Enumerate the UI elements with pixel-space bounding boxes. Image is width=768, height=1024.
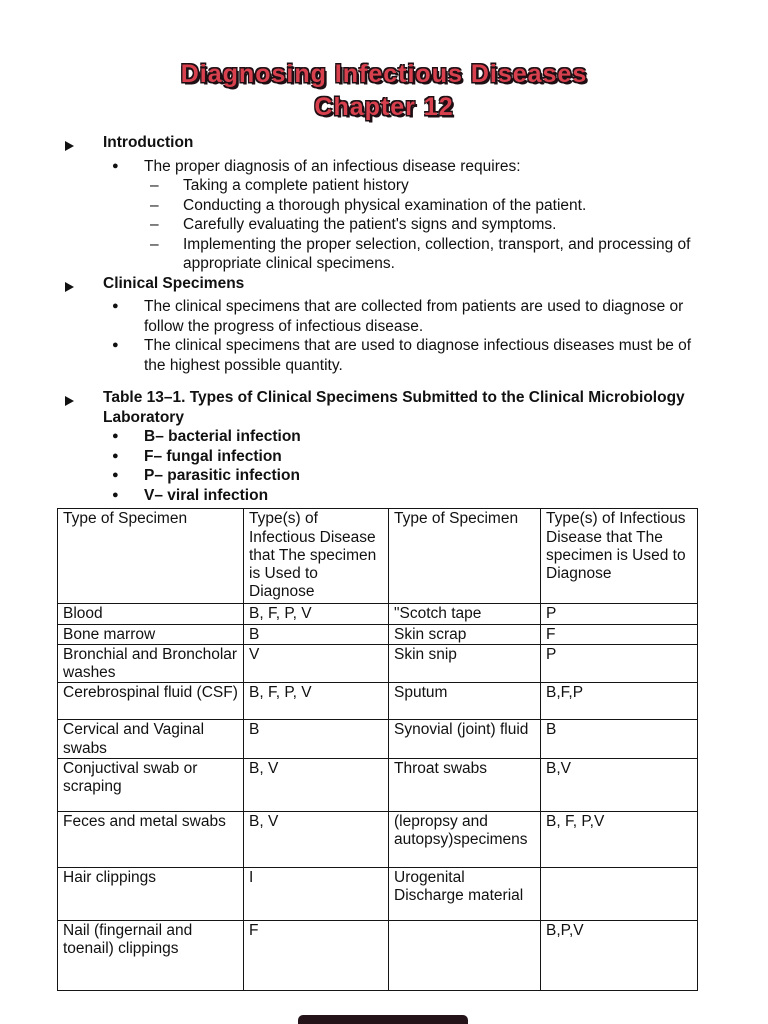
bullet-text: The clinical specimens that are used to diagnose infectious diseases must be of the highest possible quantity.	[144, 337, 692, 374]
section-heading: Introduction	[103, 134, 194, 151]
section-table-legend	[57, 388, 702, 505]
table-cell: B	[244, 624, 389, 644]
legend-item-fungal: F– fungal infection	[144, 447, 282, 465]
triangle-bullet-icon	[65, 388, 103, 412]
table-cell: Nail (fingernail and toenail) clippings	[58, 920, 244, 990]
table-row	[58, 683, 698, 720]
table-header-cell: Type(s) of Infectious Disease that The specimen is Used to Diagnose	[541, 509, 698, 604]
table-cell: P	[541, 604, 698, 624]
table-cell: B,F,P	[541, 683, 698, 720]
table-cell: B, V	[244, 758, 389, 811]
circle-bullet-icon: ●	[112, 469, 119, 482]
legend-item-bacterial: B– bacterial infection	[144, 428, 301, 446]
dash-item-row	[57, 215, 702, 235]
table-cell: Skin scrap	[389, 624, 541, 644]
dash-item-text: Carefully evaluating the patient's signs and symptoms.	[183, 216, 557, 234]
dash-item-text: Implementing the proper selection, collection, transport, and processing of appropriate clinical specimens.	[183, 235, 691, 273]
document-title: Diagnosing Infectious Diseases	[180, 60, 588, 88]
triangle-bullet-icon	[65, 274, 103, 298]
table-cell: Cerebrospinal fluid (CSF)	[58, 683, 244, 720]
circle-bullet-icon: ●	[112, 159, 119, 172]
table-cell: B,V	[541, 758, 698, 811]
table-cell: F	[541, 624, 698, 644]
dash-item-text: Conducting a thorough physical examination of the patient.	[183, 196, 587, 214]
table-cell: V	[244, 644, 389, 683]
triangle-bullet-icon	[65, 133, 103, 157]
table-row	[58, 644, 698, 683]
bullet-text: The proper diagnosis of an infectious disease requires:	[144, 157, 521, 175]
table-cell: B, F, P, V	[244, 683, 389, 720]
table-cell: Feces and metal swabs	[58, 811, 244, 867]
bullet-row	[57, 297, 702, 336]
dash-bullet-icon: –	[150, 177, 159, 195]
table-row	[58, 720, 698, 759]
table-header-row	[58, 509, 698, 604]
table-row	[58, 624, 698, 644]
bullet-row	[57, 447, 702, 467]
table-row	[58, 604, 698, 624]
table-header-cell: Type(s) of Infectious Disease that The specimen is Used to Diagnose	[244, 509, 389, 604]
table-cell: Cervical and Vaginal swabs	[58, 720, 244, 759]
table-cell: (lepropsy and autopsy)specimens	[389, 811, 541, 867]
table-cell: B, F, P,V	[541, 811, 698, 867]
section-clinical-specimens	[57, 274, 702, 376]
table-cell: Sputum	[389, 683, 541, 720]
table-cell: I	[244, 867, 389, 920]
table-header-cell: Type of Specimen	[389, 509, 541, 604]
circle-bullet-icon: ●	[112, 449, 119, 462]
title-block	[0, 0, 768, 124]
circle-bullet-icon: ●	[112, 300, 119, 313]
section-introduction	[57, 133, 702, 274]
bullet-row	[57, 427, 702, 447]
table-cell: P	[541, 644, 698, 683]
bullet-row	[57, 486, 702, 506]
table-cell: B,P,V	[541, 920, 698, 990]
bullet-row	[57, 466, 702, 486]
dash-bullet-icon: –	[150, 196, 159, 214]
section-heading-row	[57, 274, 702, 298]
table-cell: Hair clippings	[58, 867, 244, 920]
circle-bullet-icon: ●	[112, 430, 119, 443]
table-cell	[389, 920, 541, 990]
dash-item-row	[57, 235, 702, 274]
dash-item-text: Taking a complete patient history	[183, 177, 409, 195]
table-cell: Urogenital Discharge material	[389, 867, 541, 920]
legend-item-parasitic: P– parasitic infection	[144, 467, 300, 485]
dash-item-row	[57, 196, 702, 216]
bullet-row	[57, 336, 702, 375]
document-chapter: Chapter 12	[314, 93, 454, 121]
next-page-top-edge	[298, 1015, 468, 1024]
bullet-row	[57, 157, 702, 177]
table-row	[58, 920, 698, 990]
table-cell: Skin snip	[389, 644, 541, 683]
table-cell: Throat swabs	[389, 758, 541, 811]
section-heading: Table 13–1. Types of Clinical Specimens Submitted to the Clinical Microbiology Laboratory	[103, 389, 685, 426]
table-row	[58, 758, 698, 811]
table-row	[58, 811, 698, 867]
table-cell: B	[541, 720, 698, 759]
legend-item-viral: V– viral infection	[144, 486, 269, 504]
dash-bullet-icon: –	[150, 216, 159, 234]
table-cell: B, F, P, V	[244, 604, 389, 624]
circle-bullet-icon: ●	[112, 339, 119, 352]
table-cell: Bone marrow	[58, 624, 244, 644]
table-cell: Blood	[58, 604, 244, 624]
specimen-table	[57, 508, 698, 991]
table-cell: B, V	[244, 811, 389, 867]
bullet-text: The clinical specimens that are collected from patients are used to diagnose or follow the progress of infectious disease.	[144, 298, 684, 335]
table-cell: F	[244, 920, 389, 990]
section-heading-row	[57, 388, 702, 427]
circle-bullet-icon: ●	[112, 488, 119, 501]
table-cell: B	[244, 720, 389, 759]
table-row	[58, 867, 698, 920]
table-cell: Conjuctival swab or scraping	[58, 758, 244, 811]
table-cell: "Scotch tape	[389, 604, 541, 624]
section-heading: Clinical Specimens	[103, 274, 245, 292]
table-cell: Bronchial and Broncholar washes	[58, 644, 244, 683]
table-cell: Synovial (joint) fluid	[389, 720, 541, 759]
table-header-cell: Type of Specimen	[58, 509, 244, 604]
table-cell	[541, 867, 698, 920]
dash-item-row	[57, 176, 702, 196]
section-heading-row	[57, 133, 702, 157]
dash-bullet-icon: –	[150, 235, 159, 253]
outline	[0, 124, 768, 505]
